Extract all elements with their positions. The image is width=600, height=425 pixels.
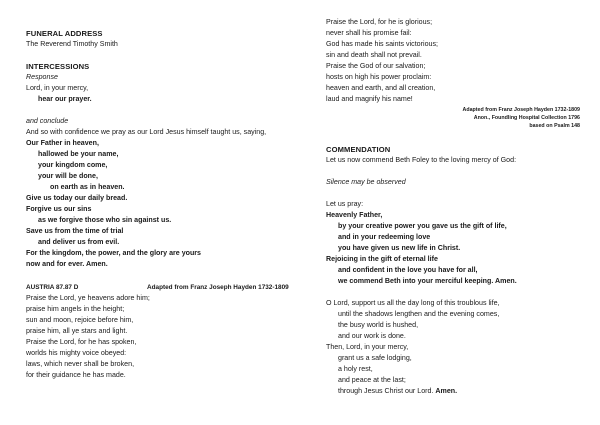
lords-prayer-line: and deliver us from evil. — [38, 238, 120, 246]
hymn-line: worlds his mighty voice obeyed: — [26, 349, 127, 357]
lords-prayer-line: your kingdom come, — [38, 161, 108, 169]
hymn-line: never shall his promise fail: — [326, 29, 412, 37]
prayer-line: by your creative power you gave us the gift of life, — [338, 222, 507, 230]
final-prayer-closing — [338, 387, 457, 397]
hymn-line: hosts on high his power proclaim: — [326, 73, 432, 81]
lords-prayer-line: on earth as in heaven. — [50, 183, 125, 191]
lords-prayer-line: Forgive us our sins — [26, 205, 92, 213]
response-label: Response — [26, 73, 58, 81]
conclude-label: and conclude — [26, 117, 69, 125]
hymn-line: Praise the Lord, for he is glorious; — [326, 18, 433, 26]
hymn-line: sun and moon, rejoice before him, — [26, 316, 134, 324]
prayer-line: Rejoicing in the gift of eternal life — [326, 255, 438, 263]
final-prayer-line: the busy world is hushed, — [338, 321, 419, 329]
final-prayer-line: and our work is done. — [338, 332, 406, 340]
hymn-line: Praise the God of our salvation; — [326, 62, 426, 70]
lords-prayer-line: as we forgive those who sin against us. — [38, 216, 172, 224]
final-prayer-line: and peace at the last; — [338, 376, 406, 384]
final-amen: Amen. — [435, 387, 458, 395]
final-prayer-closing-text: through Jesus Christ our Lord. — [338, 387, 434, 395]
lords-prayer-line: Our Father in heaven, — [26, 139, 99, 147]
hymn-credit-adaptation: Adapted from Franz Joseph Hayden 1732-1809 — [462, 107, 580, 113]
final-prayer-line: a holy rest, — [338, 365, 373, 373]
lords-prayer-line: Give us today our daily bread. — [26, 194, 128, 202]
lords-prayer-line: now and for ever. Amen. — [26, 260, 108, 268]
conclude-text: And so with confidence we pray as our Lord Jesus himself taught us, saying, — [26, 128, 267, 136]
hymn-tune: AUSTRIA 87.87 D — [26, 284, 79, 291]
commendation-heading: COMMENDATION — [326, 145, 391, 154]
final-prayer-line: Then, Lord, in your mercy, — [326, 343, 409, 351]
hymn-line: praise him angels in the height; — [26, 305, 125, 313]
prayer-line: and confident in the love you have for all, — [338, 266, 478, 274]
lords-prayer-line: For the kingdom, the power, and the glory are yours — [26, 249, 202, 257]
hymn-line: for their guidance he has made. — [26, 371, 126, 379]
silence-note: Silence may be observed — [326, 178, 406, 186]
prayer-line: and in your redeeming love — [338, 233, 431, 241]
hymn-credit-source: Anon., Foundling Hospital Collection 1796 — [473, 115, 580, 121]
hymn-line: sin and death shall not prevail. — [326, 51, 422, 59]
final-prayer-line: grant us a safe lodging, — [338, 354, 412, 362]
final-prayer-line: until the shadows lengthen and the evening comes, — [338, 310, 500, 318]
commendation-text: Let us now commend Beth Foley to the loving mercy of God: — [326, 156, 517, 164]
funeral-minister: The Reverend Timothy Smith — [26, 40, 118, 48]
response-line-2: hear our prayer. — [38, 95, 92, 103]
lords-prayer-line: your will be done, — [38, 172, 98, 180]
prayer-line: we commend Beth into your merciful keeping. Amen. — [338, 277, 517, 285]
hymn-line: God has made his saints victorious; — [326, 40, 438, 48]
prayer-line: you have given us new life in Christ. — [338, 244, 461, 252]
lords-prayer-line: hallowed be your name, — [38, 150, 119, 158]
response-line-1: Lord, in your mercy, — [26, 84, 89, 92]
intercessions-heading: INTERCESSIONS — [26, 62, 90, 71]
hymn-line: heaven and earth, and all creation, — [326, 84, 436, 92]
funeral-address-heading: FUNERAL ADDRESS — [26, 29, 103, 38]
hymn-line: laws, which never shall be broken, — [26, 360, 135, 368]
prayer-line: Heavenly Father, — [326, 211, 383, 219]
lords-prayer-line: Save us from the time of trial — [26, 227, 124, 235]
hymn-line: praise him, all ye stars and light. — [26, 327, 128, 335]
let-us-pray: Let us pray: — [326, 200, 364, 208]
hymn-credit: Adapted from Franz Joseph Hayden 1732-1809 — [147, 284, 289, 291]
hymn-line: Praise the Lord, ye heavens adore him; — [26, 294, 150, 302]
final-prayer-line: O Lord, support us all the day long of this troublous life, — [326, 299, 500, 307]
hymn-line: Praise the Lord, for he has spoken, — [26, 338, 137, 346]
hymn-line: laud and magnify his name! — [326, 95, 413, 103]
hymn-credit-psalm: based on Psalm 148 — [529, 123, 580, 129]
